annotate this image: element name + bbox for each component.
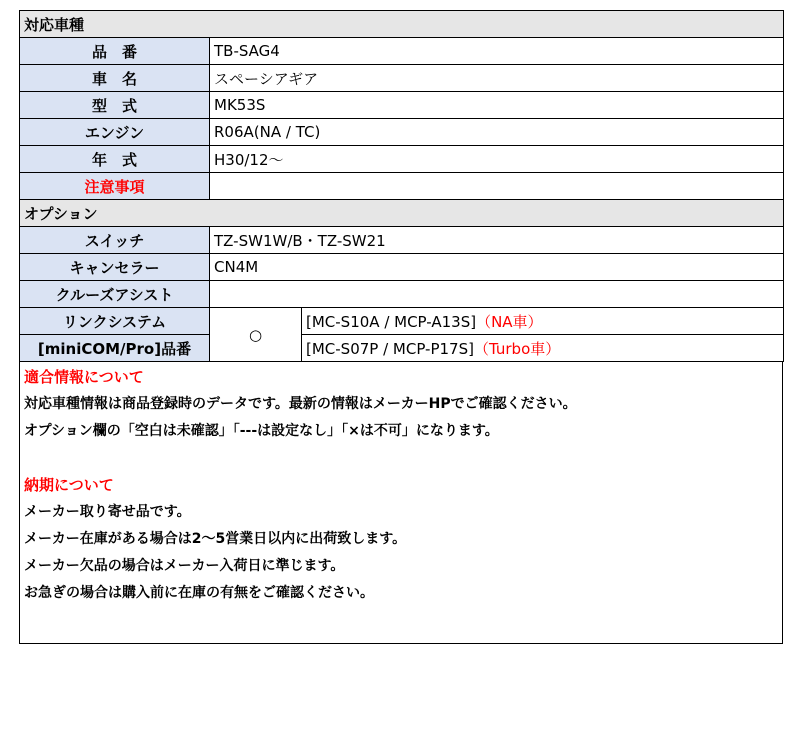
cruise-assist-label: クルーズアシスト xyxy=(20,281,210,308)
model-year-label: 年 式 xyxy=(20,146,210,173)
compat-line: 対応車種情報は商品登録時のデータです。最新の情報はメーカーHPでご確認ください。 xyxy=(24,396,577,412)
table-row xyxy=(20,227,784,254)
switch-label: スイッチ xyxy=(20,227,210,254)
spec-table xyxy=(19,10,784,362)
link-system-item-turbo xyxy=(302,335,784,362)
link-system-sublabel: [miniCOM/Pro]品番 xyxy=(20,335,210,362)
cruise-assist-value xyxy=(210,281,784,308)
table-row xyxy=(20,173,784,200)
delivery-line: メーカー欠品の場合はメーカー入荷日に準じます。 xyxy=(24,558,345,574)
car-name-value: スペーシアギア xyxy=(210,65,784,92)
link-system-mark: ○ xyxy=(210,308,302,362)
delivery-line: メーカー在庫がある場合は2〜5営業日以内に出荷致します。 xyxy=(24,531,407,547)
vehicle-section-title: 対応車種 xyxy=(20,11,784,38)
delivery-line: お急ぎの場合は購入前に在庫の有無をご確認ください。 xyxy=(24,585,374,601)
engine-value: R06A(NA / TC) xyxy=(210,119,784,146)
table-row xyxy=(20,38,784,65)
compat-heading: 適合情報について xyxy=(24,368,144,386)
table-row xyxy=(20,254,784,281)
delivery-line: メーカー取り寄せ品です。 xyxy=(24,504,191,520)
link-code-na: [MC-S10A / MCP-A13S] xyxy=(306,312,477,331)
canceller-label: キャンセラー xyxy=(20,254,210,281)
delivery-heading: 納期について xyxy=(24,476,114,494)
table-row xyxy=(20,281,784,308)
engine-label: エンジン xyxy=(20,119,210,146)
switch-value: TZ-SW1W/B・TZ-SW21 xyxy=(210,227,784,254)
canceller-value: CN4M xyxy=(210,254,784,281)
table-row xyxy=(20,65,784,92)
part-number-label: 品 番 xyxy=(20,38,210,65)
table-row xyxy=(20,92,784,119)
table-row xyxy=(20,146,784,173)
link-system-row xyxy=(20,308,784,335)
caution-value xyxy=(210,173,784,200)
model-code-value: MK53S xyxy=(210,92,784,119)
compatibility-sheet xyxy=(19,10,783,644)
options-section-title: オプション xyxy=(20,200,784,227)
link-system-item-na xyxy=(302,308,784,335)
model-year-value: H30/12〜 xyxy=(210,146,784,173)
link-note-turbo: （Turbo車） xyxy=(473,339,561,358)
vehicle-section-row xyxy=(20,11,784,38)
part-number-value: TB-SAG4 xyxy=(210,38,784,65)
spacer xyxy=(24,445,778,472)
notes-box xyxy=(19,362,783,644)
car-name-label: 車 名 xyxy=(20,65,210,92)
link-system-row-2 xyxy=(20,335,784,362)
link-note-na: （NA車） xyxy=(476,312,543,331)
table-row xyxy=(20,119,784,146)
options-section-row xyxy=(20,200,784,227)
caution-label: 注意事項 xyxy=(20,173,210,200)
compat-line: オプション欄の「空白は未確認」「---は設定なし」「×は不可」になります。 xyxy=(24,423,499,439)
model-code-label: 型 式 xyxy=(20,92,210,119)
link-code-turbo: [MC-S07P / MCP-P17S] xyxy=(306,339,474,358)
link-system-label: リンクシステム xyxy=(20,308,210,335)
